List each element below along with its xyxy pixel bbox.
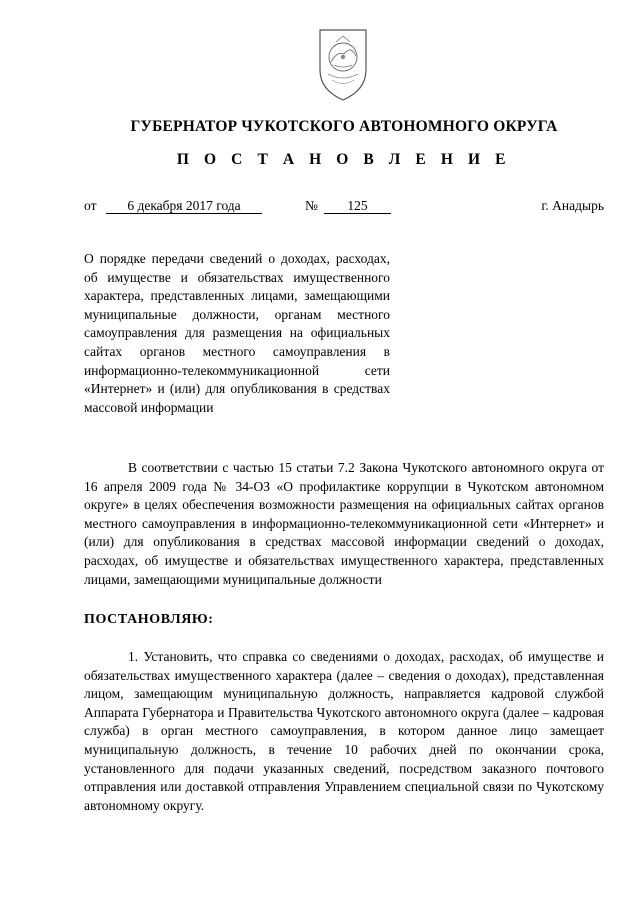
document-date: 6 декабря 2017 года bbox=[106, 198, 262, 214]
preamble-paragraph: В соответствии с частью 15 статьи 7.2 Закона Чукотского автономного округа от 16 апреля 2009 года № 34-ОЗ «О профилактике коррупции в Чукотском автономном округе» в целях обеспечения возможности размещения на официальных сайтах органов местного самоуправления в информационно-телекоммуникационной сети «Интернет» и (или) для опубликования в средствах массовой информации сведений о доходах, расходах, об имуществе и обязательствах имущественного характера, представленных лицами, замещающими муниципальные должности bbox=[84, 460, 604, 587]
document-number: 125 bbox=[324, 198, 391, 214]
document-details-line bbox=[84, 198, 604, 218]
city-name: г. Анадырь bbox=[541, 198, 604, 213]
decree-heading: ПОСТАНОВЛЯЮ: bbox=[84, 612, 214, 627]
issuing-authority-title: ГУБЕРНАТОР ЧУКОТСКОГО АВТОНОМНОГО ОКРУГА bbox=[130, 118, 558, 135]
document-type-title: П О С Т А Н О В Л Е Н И Е bbox=[176, 151, 512, 168]
number-prefix: № bbox=[305, 198, 318, 213]
clause-1-paragraph: 1. Установить, что справка со сведениями о доходах, расходах, об имуществе и обязательствах имущественного характера (далее – сведения о доходах), представленная лицом, замещающим муниципальную должность, направляется кадровой службой Аппарата Губернатора и Правительства Чукотского автономного округа (далее – кадровая служба) в орган местного самоуправления, в котором данное лицо замещает муниципальную должность, в течение 10 рабочих дней по окончании срока, установленного для подачи указанных сведений, посредством заказного почтового отправления или доставкой отправления Управлением специальной связи по Чукотскому автономному округу. bbox=[84, 649, 604, 813]
document-subject: О порядке передачи сведений о доходах, расходах, об имуществе и обязательствах имущественного характера, представленных лицами, замещающими муниципальные должности, органам местного самоуправления для размещения на официальных сайтах органов местного самоуправления в информационно-телекоммуникационной сети «Интернет» и (или) для опубликования в средствах массовой информации bbox=[84, 251, 390, 415]
date-prefix: от bbox=[84, 198, 97, 213]
coat-of-arms-emblem bbox=[314, 24, 372, 104]
